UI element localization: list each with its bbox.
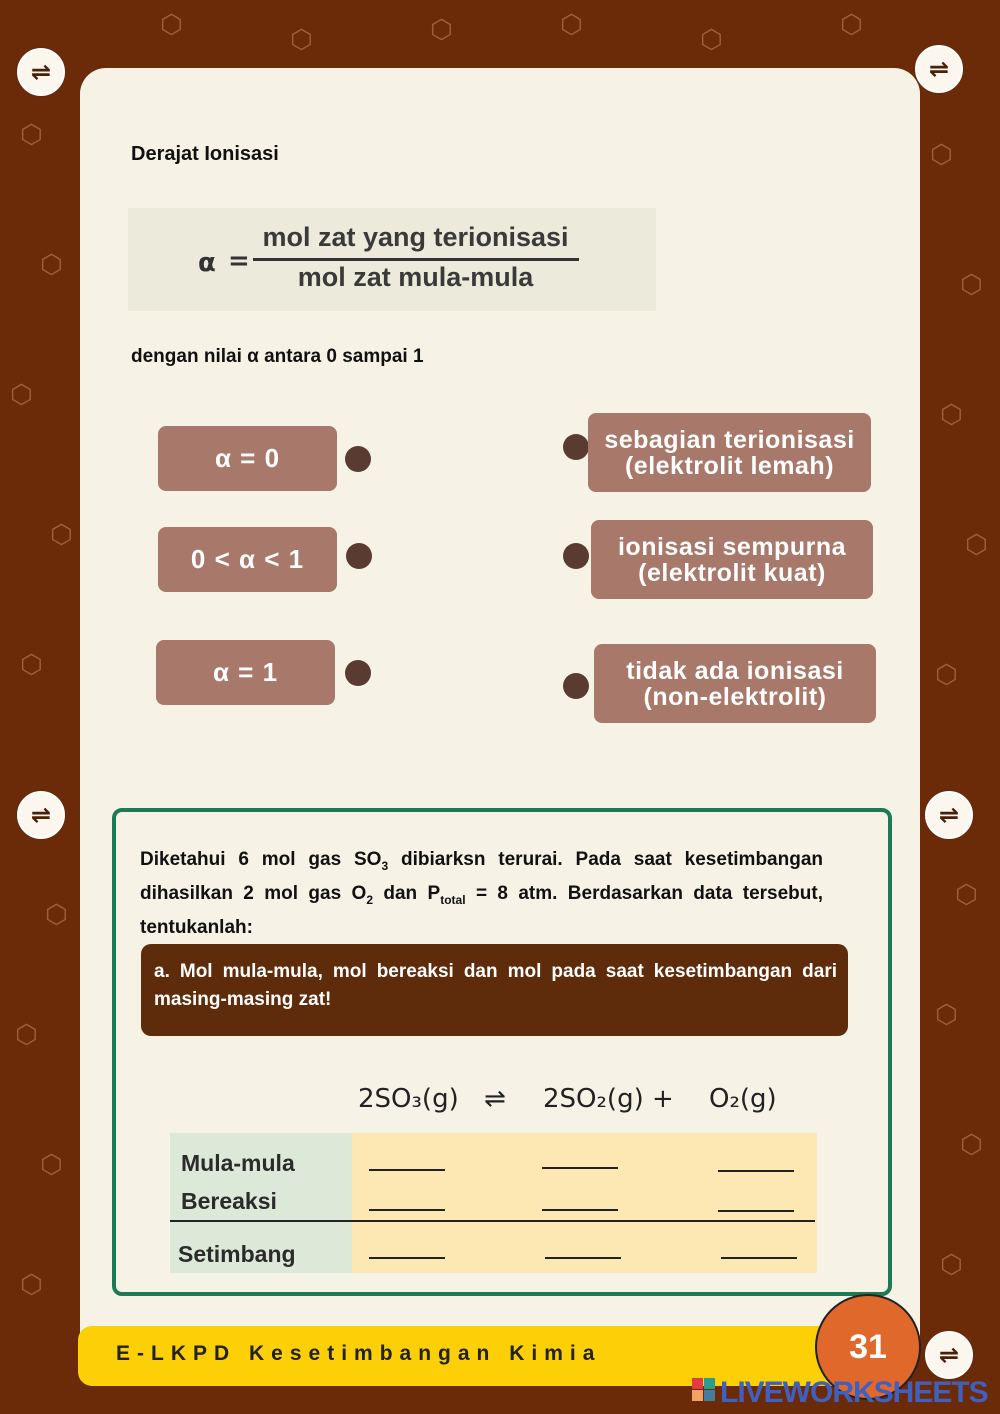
answer-blank[interactable] [369, 1169, 445, 1171]
hexagon-pattern-icon: ⬡ [840, 10, 863, 40]
match-dot-right[interactable] [563, 543, 589, 569]
match-dot-left[interactable] [345, 660, 371, 686]
formula-denominator: mol zat mula-mula [297, 262, 534, 292]
alpha-symbol: α [198, 248, 216, 278]
section-title: Derajat Ionisasi [131, 143, 279, 165]
subscript: 3 [381, 858, 389, 873]
hexagon-pattern-icon: ⬡ [560, 10, 583, 40]
swap-icon-button[interactable] [925, 791, 973, 839]
question-text: a. Mol mula-mula, mol bereaksi dan mol pada saat kesetimbangan dari masing-masing zat! [154, 961, 837, 1010]
subscript: 2 [366, 892, 373, 907]
answer-blank[interactable] [545, 1257, 621, 1259]
match-dot-right[interactable] [563, 434, 589, 460]
equilibrium-arrows-icon: ⇌ [938, 1341, 960, 1369]
hexagon-pattern-icon: ⬡ [20, 1270, 43, 1300]
swap-icon-button[interactable] [915, 45, 963, 93]
hexagon-pattern-icon: ⬡ [50, 520, 73, 550]
match-dot-left[interactable] [346, 543, 372, 569]
row-label-equilibrium: Setimbang [178, 1241, 296, 1267]
swap-icon-button[interactable] [925, 1331, 973, 1379]
match-left-item[interactable]: 0 < α < 1 [158, 527, 337, 592]
hexagon-pattern-icon: ⬡ [965, 530, 988, 560]
hexagon-pattern-icon: ⬡ [955, 880, 978, 910]
hexagon-pattern-icon: ⬡ [40, 250, 63, 280]
footer-title: E-LKPD Kesetimbangan Kimia [116, 1342, 602, 1365]
hexagon-pattern-icon: ⬡ [430, 15, 453, 45]
match-left-item[interactable]: α = 1 [156, 640, 335, 705]
answer-blank[interactable] [369, 1209, 445, 1211]
equals-sign: = [228, 246, 250, 276]
hexagon-pattern-icon: ⬡ [960, 270, 983, 300]
reaction-reactant: 2SO₃(g) [358, 1084, 459, 1114]
equilibrium-arrows-icon: ⇌ [938, 801, 960, 829]
table-answer-area [352, 1133, 817, 1273]
hexagon-pattern-icon: ⬡ [290, 25, 313, 55]
question-box [141, 944, 848, 1036]
problem-statement [140, 846, 823, 942]
hexagon-pattern-icon: ⬡ [160, 10, 183, 40]
answer-blank[interactable] [718, 1210, 794, 1212]
problem-text-part: dibiarksn terurai. Pada saat kesetimbangan dihasilkan 2 mol gas O [140, 849, 823, 904]
hexagon-pattern-icon: ⬡ [15, 1020, 38, 1050]
hexagon-pattern-icon: ⬡ [930, 140, 953, 170]
equilibrium-arrows-icon: ⇌ [928, 55, 950, 83]
range-text: dengan nilai α antara 0 sampai 1 [131, 346, 424, 367]
match-right-line: (non-elektrolit) [643, 682, 827, 711]
hexagon-pattern-icon: ⬡ [940, 400, 963, 430]
hexagon-pattern-icon: ⬡ [700, 25, 723, 55]
match-right-line: (elektrolit kuat) [638, 558, 826, 587]
answer-blank[interactable] [542, 1167, 618, 1169]
hexagon-pattern-icon: ⬡ [20, 650, 43, 680]
subscript: total [440, 892, 466, 907]
watermark: LIVEWORKSHEETS [720, 1376, 988, 1409]
swap-icon-button[interactable] [17, 48, 65, 96]
match-right-line: (elektrolit lemah) [624, 451, 835, 480]
answer-blank[interactable] [542, 1209, 618, 1211]
table-divider [170, 1220, 815, 1222]
match-right-line: sebagian terionisasi [604, 425, 855, 454]
hexagon-pattern-icon: ⬡ [45, 900, 68, 930]
equilibrium-arrow-icon: ⇌ [484, 1084, 506, 1114]
problem-text-part: dan P [373, 882, 441, 904]
hexagon-pattern-icon: ⬡ [935, 1000, 958, 1030]
formula-box [128, 208, 656, 311]
hexagon-pattern-icon: ⬡ [20, 120, 43, 150]
match-left-item[interactable]: α = 0 [158, 426, 337, 491]
formula-numerator: mol zat yang terionisasi [262, 222, 569, 252]
hexagon-pattern-icon: ⬡ [40, 1150, 63, 1180]
reaction-product: O₂(g) [709, 1084, 777, 1114]
match-right-item[interactable] [591, 520, 873, 599]
hexagon-pattern-icon: ⬡ [935, 660, 958, 690]
match-dot-left[interactable] [345, 446, 371, 472]
row-label-reacted: Bereaksi [181, 1188, 277, 1214]
answer-blank[interactable] [721, 1257, 797, 1259]
page-number: 31 [815, 1294, 921, 1400]
problem-text-part: = 8 atm. Berdasarkan data tersebut, tentukanlah: [140, 882, 823, 938]
answer-blank[interactable] [718, 1170, 794, 1172]
match-right-item[interactable] [588, 413, 871, 492]
problem-text-part: Diketahui 6 mol gas SO [140, 849, 382, 870]
reaction-product: 2SO₂(g) + [543, 1084, 674, 1114]
hexagon-pattern-icon: ⬡ [940, 1250, 963, 1280]
match-dot-right[interactable] [563, 673, 589, 699]
match-right-item[interactable] [594, 644, 876, 723]
fraction-line [253, 258, 579, 261]
row-label-initial: Mula-mula [181, 1150, 295, 1176]
match-right-line: tidak ada ionisasi [626, 656, 844, 685]
hexagon-pattern-icon: ⬡ [10, 380, 33, 410]
swap-icon-button[interactable] [17, 791, 65, 839]
equilibrium-arrows-icon: ⇌ [30, 801, 52, 829]
equilibrium-arrows-icon: ⇌ [30, 58, 52, 86]
liveworksheets-logo-icon [692, 1378, 716, 1402]
match-right-line: ionisasi sempurna [617, 532, 847, 561]
hexagon-pattern-icon: ⬡ [960, 1130, 983, 1160]
answer-blank[interactable] [369, 1257, 445, 1259]
